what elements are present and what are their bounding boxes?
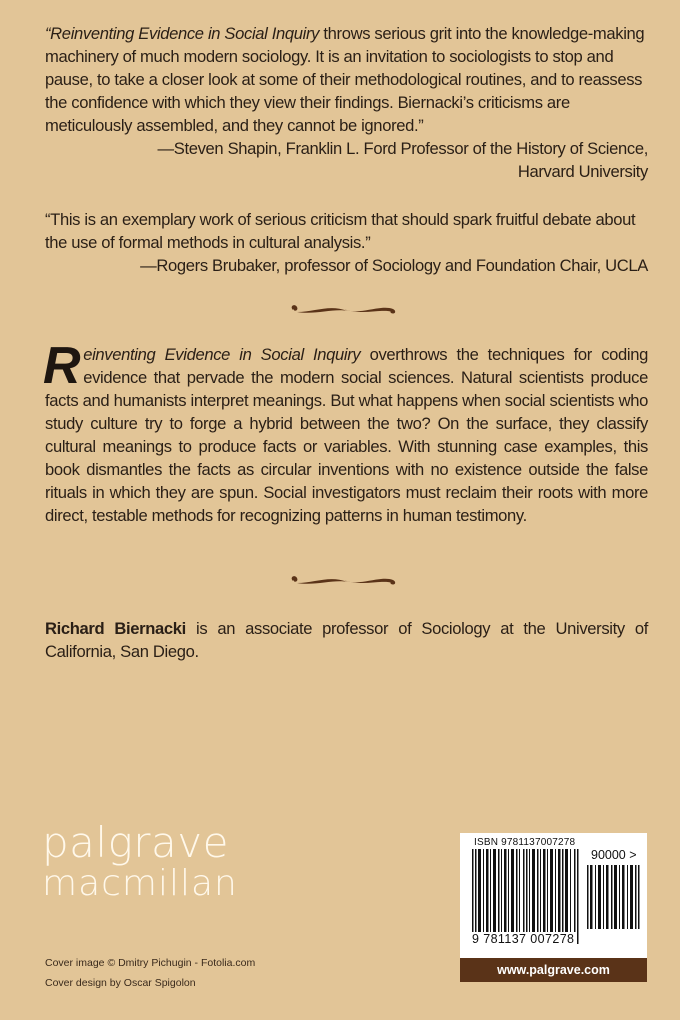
isbn-digits: 9 781137 007278 — [472, 932, 575, 946]
barcode-icon — [472, 849, 579, 944]
price-code: 90000 > — [591, 848, 637, 862]
flourish-divider-icon — [285, 298, 405, 322]
author-bio: Richard Biernacki is an associate professor of Sociology at the University of California, San Diego. — [45, 619, 648, 661]
endorsement-text: “This is an exemplary work of serious criticism that should spark fruitful debate about the use of formal methods in cultural analysis.” — [45, 210, 636, 252]
cover-design-credit: Cover design by Oscar Spigolon — [45, 977, 196, 989]
endorsement-brubaker — [45, 208, 648, 277]
endorsement-shapin — [45, 22, 648, 183]
book-description: Reinventing Evidence in Social Inquiry overthrows the techniques for coding evidence that pervade the modern social sciences. Natural scientists produce facts and humanists interpret meanings. But what happens when social scientists who study culture try to forge a hybrid between the two? On the surface, they classify cultural meanings to produce facts or variables. With stunning case examples, this book dismantles the facts as circular inventions with no existence outside the false rituals in which they are spun. Social investigators must reclaim their roots with more direct, testable methods for recognizing patterns in human testimony. — [43, 337, 648, 525]
author-name: Richard Biernacki — [45, 619, 186, 638]
endorsement-affiliation: Harvard University — [517, 162, 648, 181]
endorsement-attribution: —Rogers Brubaker, professor of Sociology and Foundation Chair, UCLA — [140, 256, 648, 275]
publisher-logo: palgrave macmillan — [42, 818, 238, 904]
book-title: “Reinventing Evidence in Social Inquiry — [45, 24, 320, 43]
drop-cap: R — [43, 337, 81, 395]
isbn-label: ISBN 9781137007278 — [474, 837, 576, 848]
book-title: einventing Evidence in Social Inquiry — [83, 345, 361, 364]
endorsement-text: “Reinventing Evidence in Social Inquiry throws serious grit into the knowledge-making machinery of much modern sociology. It is an invitation to sociologists to stop and pause, to take a closer look at some of their methodological routines, and to reassess the confidence with which they view their findings. Biernacki’s criticisms are meticulously assembled, and they cannot be ignored.” — [45, 24, 645, 135]
flourish-divider-icon — [285, 569, 405, 593]
endorsement-attribution: —Steven Shapin, Franklin L. Ford Professor of the History of Science, — [157, 139, 648, 158]
cover-image-credit: Cover image © Dmitry Pichugin - Fotolia.com — [45, 957, 256, 969]
publisher-url: www.palgrave.com — [460, 958, 647, 982]
isbn-barcode — [460, 833, 647, 982]
cover-credits — [45, 953, 255, 993]
addon-barcode-icon — [587, 865, 640, 929]
